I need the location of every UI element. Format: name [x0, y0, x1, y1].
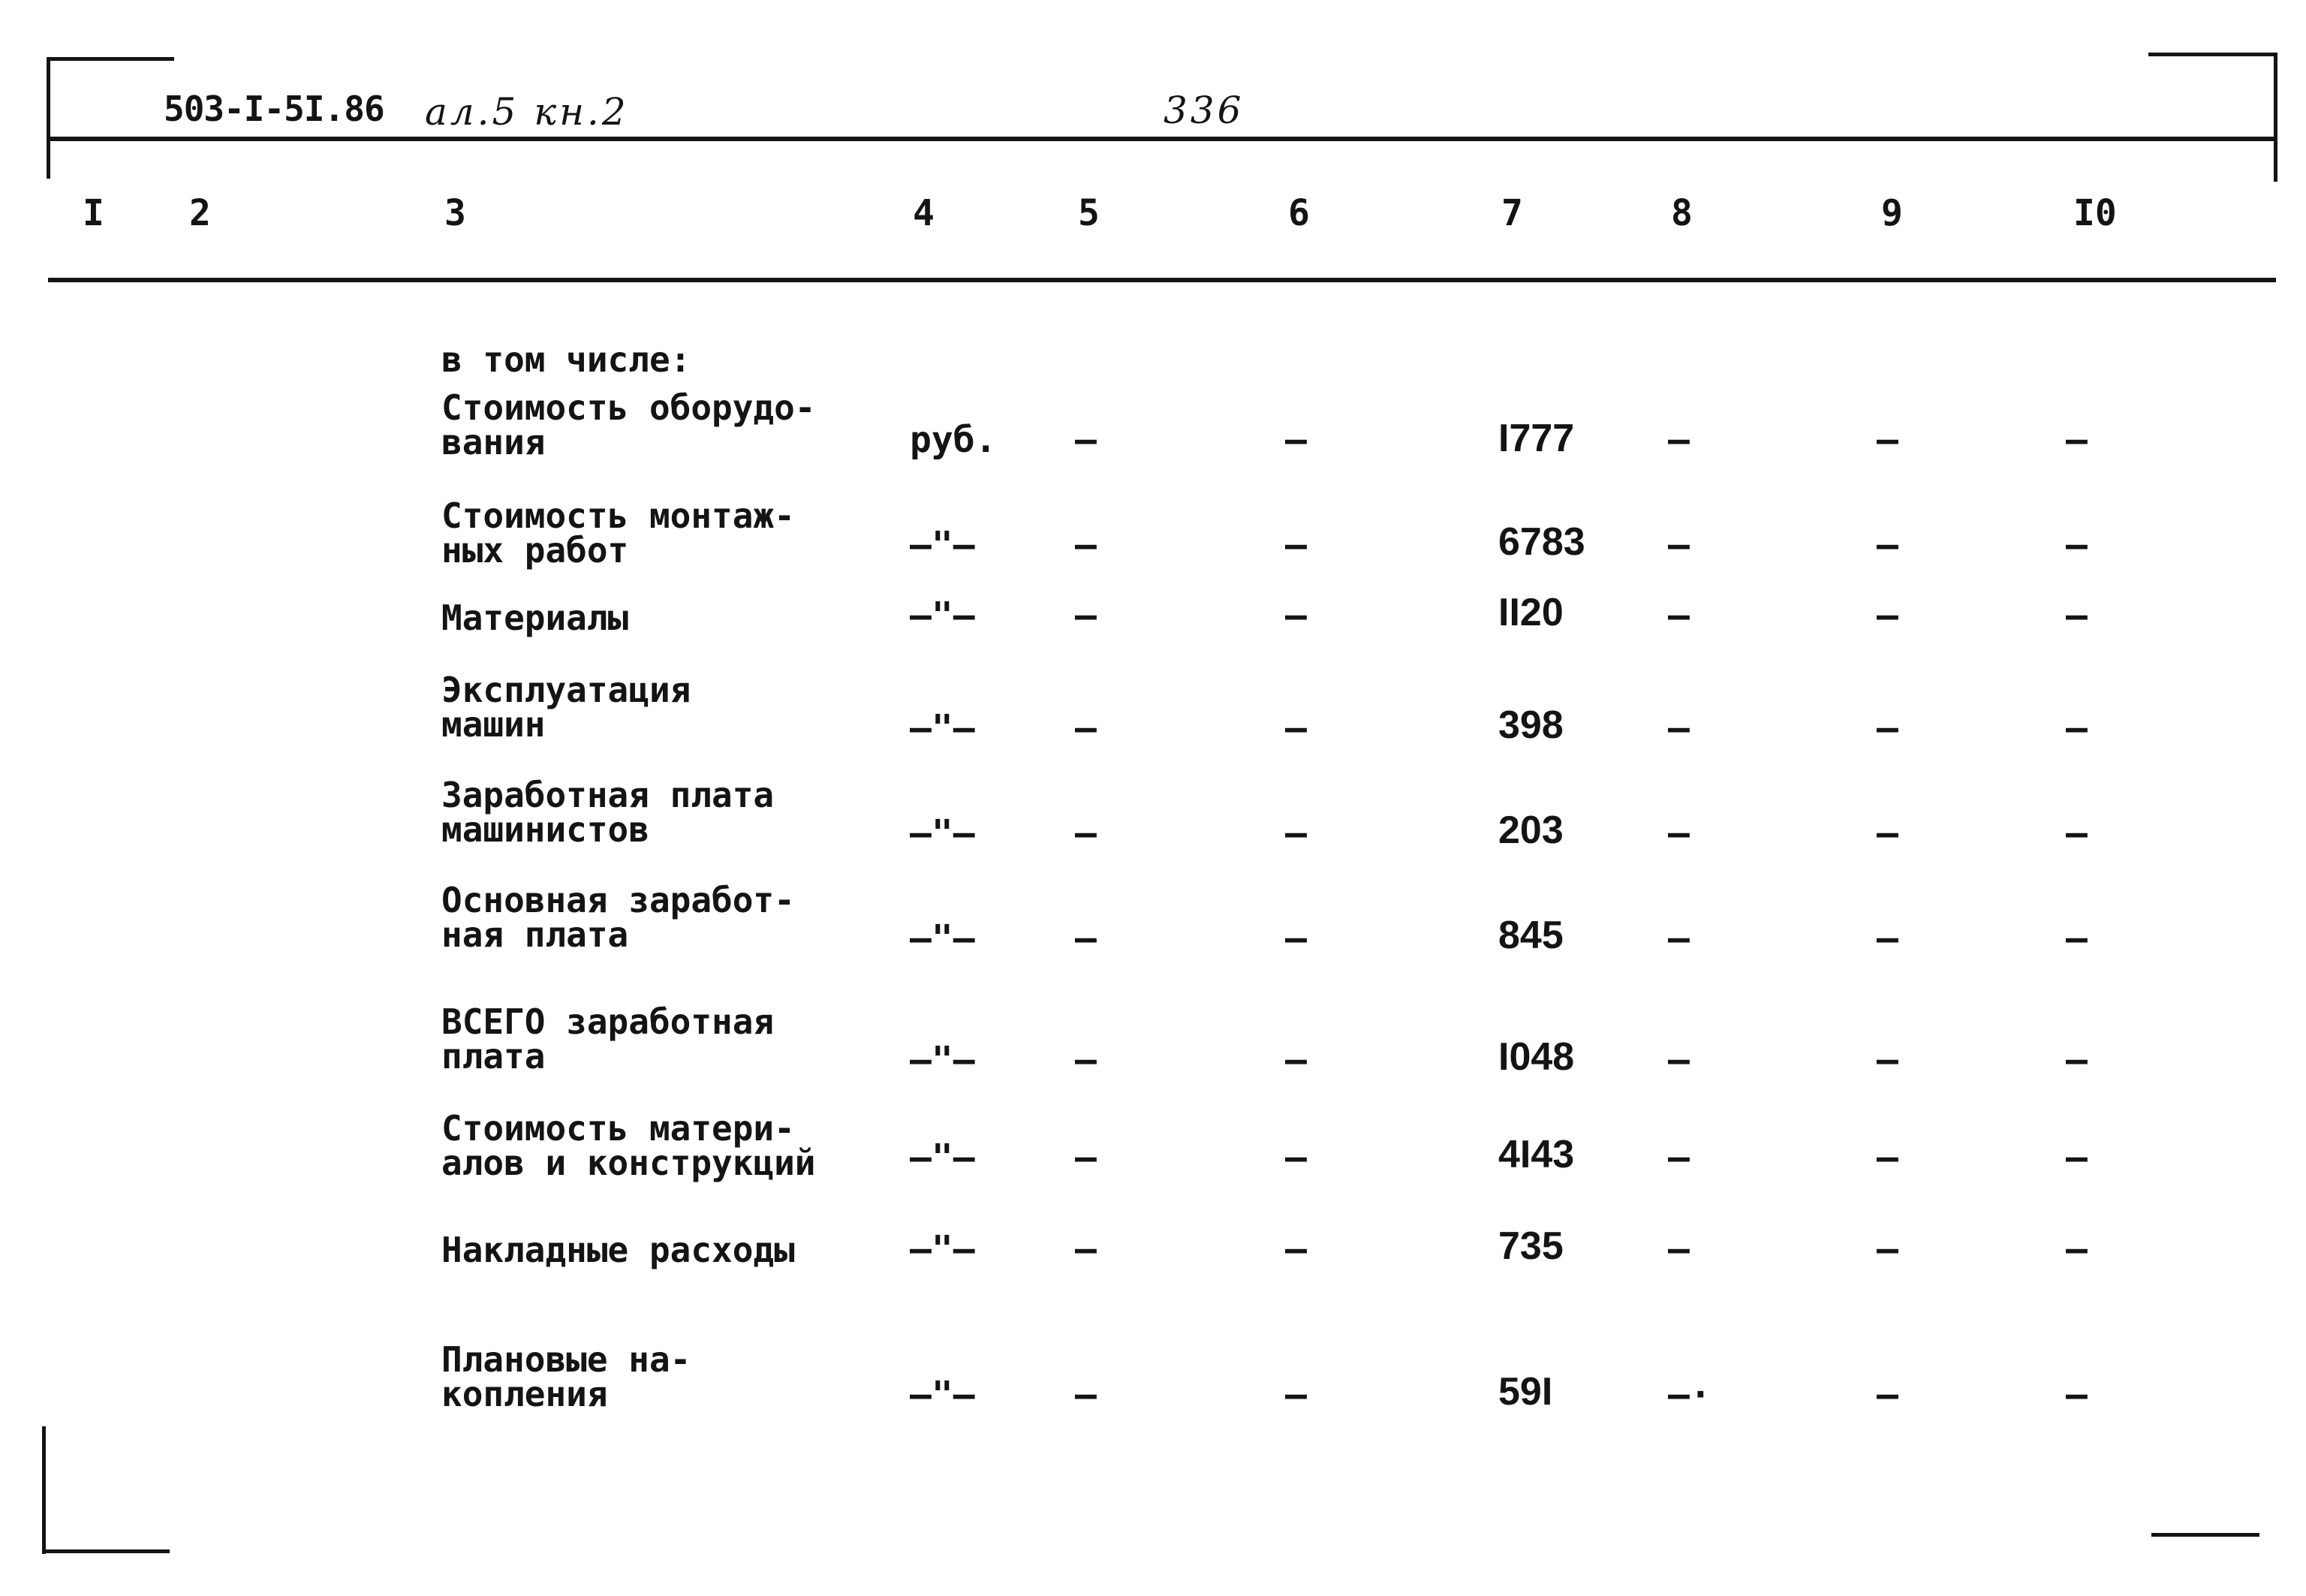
row-unit: –"– [910, 1137, 975, 1179]
row-col6: – [1285, 1039, 1307, 1081]
row-col5: – [1075, 707, 1097, 749]
row-col6: – [1285, 419, 1307, 461]
column-header-rule [48, 278, 2276, 282]
row-col9: – [1877, 595, 1898, 637]
row-col6: – [1285, 707, 1307, 749]
header-rule [48, 137, 2276, 141]
frame-top-right-vertical [2274, 53, 2277, 182]
row-col9: – [1877, 1374, 1898, 1416]
row-col5: – [1075, 524, 1097, 566]
column-number-4: 4 [913, 192, 935, 234]
column-number-10: I0 [2073, 192, 2117, 234]
row-col6: – [1285, 917, 1307, 959]
column-number-3: 3 [444, 192, 466, 234]
row-col7-value: 735 [1498, 1224, 1564, 1268]
row-col9: – [1877, 917, 1898, 959]
row-name: Стоимость монтаж- ных работ [441, 495, 795, 571]
row-unit: –"– [910, 812, 975, 854]
row-unit: –"– [910, 1228, 975, 1270]
row-name: Материалы [441, 598, 629, 638]
row-col9: – [1877, 524, 1898, 566]
row-col9: – [1877, 419, 1898, 461]
row-name: ВСЕГО заработная плата [441, 1001, 775, 1077]
column-number-2: 2 [189, 192, 211, 234]
row-col8: – [1668, 707, 1690, 749]
row-col5: – [1075, 1137, 1097, 1179]
row-col10: – [2066, 707, 2088, 749]
row-col8: – [1668, 524, 1690, 566]
frame-bottom-right-horizontal [2151, 1533, 2259, 1537]
row-col10: – [2066, 419, 2088, 461]
column-number-5: 5 [1078, 192, 1100, 234]
row-col6: – [1285, 1137, 1307, 1179]
row-col7-value: 4I43 [1498, 1133, 1575, 1176]
frame-bottom-left-horizontal [42, 1549, 170, 1553]
row-name: Стоимость оборудо- вания [441, 387, 816, 462]
row-name: Заработная плата машинистов [441, 775, 775, 850]
row-unit: –"– [910, 595, 975, 637]
frame-top-right-horizontal [2148, 53, 2277, 56]
column-number-7: 7 [1501, 192, 1523, 234]
row-col8: – [1668, 419, 1690, 461]
row-col9: – [1877, 1039, 1898, 1081]
row-col7-value: I048 [1498, 1035, 1575, 1079]
handwritten-album-note: ал.5 кн.2 [425, 90, 629, 134]
row-name: Накладные расходы [441, 1230, 795, 1270]
row-name: Основная заработ- ная плата [441, 880, 795, 955]
row-col8: – [1668, 595, 1690, 637]
row-col5: – [1075, 917, 1097, 959]
row-col10: – [2066, 917, 2088, 959]
row-col7-value: 845 [1498, 914, 1564, 957]
section-label: в том числе: [441, 339, 691, 380]
row-col8: – [1668, 1137, 1690, 1179]
row-col10: – [2066, 1039, 2088, 1081]
column-number-1: I [83, 192, 104, 234]
row-col10: – [2066, 1228, 2088, 1270]
row-col10: – [2066, 812, 2088, 854]
column-number-6: 6 [1288, 192, 1310, 234]
row-col7-value: 398 [1498, 703, 1564, 747]
row-col6: – [1285, 812, 1307, 854]
row-col10: – [2066, 595, 2088, 637]
row-col8: –· [1668, 1374, 1711, 1416]
row-col5: – [1075, 1228, 1097, 1270]
row-unit: –"– [910, 1374, 975, 1416]
row-col5: – [1075, 1374, 1097, 1416]
row-col7-value: I777 [1498, 417, 1575, 460]
row-col6: – [1285, 524, 1307, 566]
column-number-8: 8 [1671, 192, 1693, 234]
row-unit: –"– [910, 1039, 975, 1081]
frame-top-left-horizontal [47, 57, 174, 61]
row-col9: – [1877, 812, 1898, 854]
row-name: Эксплуатация машин [441, 670, 691, 745]
row-col5: – [1075, 812, 1097, 854]
column-number-9: 9 [1881, 192, 1903, 234]
row-name: Стоимость матери- алов и конструкций [441, 1108, 816, 1183]
row-name: Плановые на- копления [441, 1339, 691, 1414]
row-col5: – [1075, 419, 1097, 461]
row-col5: – [1075, 595, 1097, 637]
row-col6: – [1285, 1374, 1307, 1416]
row-unit: руб. [910, 419, 997, 461]
row-col9: – [1877, 1137, 1898, 1179]
row-col5: – [1075, 1039, 1097, 1081]
frame-top-left-vertical [47, 57, 50, 179]
row-col7-value: 203 [1498, 809, 1564, 852]
row-unit: –"– [910, 524, 975, 566]
row-col8: – [1668, 1228, 1690, 1270]
row-col7-value: 6783 [1498, 520, 1585, 564]
row-unit: –"– [910, 917, 975, 959]
row-col10: – [2066, 1137, 2088, 1179]
row-col6: – [1285, 1228, 1307, 1270]
row-col8: – [1668, 1039, 1690, 1081]
row-col7-value: II20 [1498, 591, 1564, 634]
row-col10: – [2066, 524, 2088, 566]
document-code: 503-I-5I.86 [164, 89, 384, 129]
row-col8: – [1668, 917, 1690, 959]
row-col10: – [2066, 1374, 2088, 1416]
row-col9: – [1877, 707, 1898, 749]
row-col9: – [1877, 1228, 1898, 1270]
row-col7-value: 59I [1498, 1370, 1553, 1414]
row-col6: – [1285, 595, 1307, 637]
frame-bottom-left-vertical [42, 1426, 46, 1554]
row-unit: –"– [910, 707, 975, 749]
page-number: 336 [1164, 89, 1245, 132]
row-col8: – [1668, 812, 1690, 854]
